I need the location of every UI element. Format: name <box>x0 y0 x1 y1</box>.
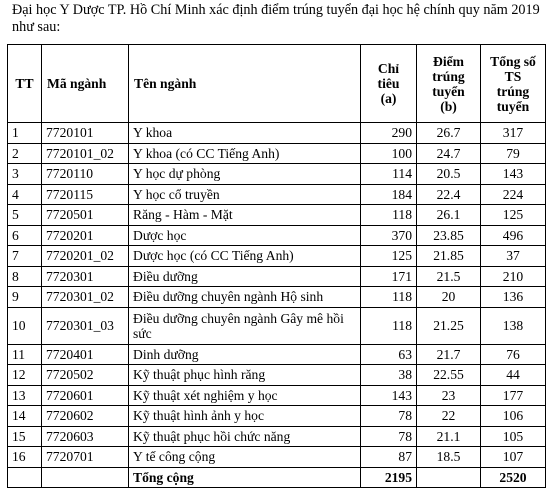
header-score-line: tuyển <box>432 83 465 99</box>
cell-tt: 11 <box>8 344 42 365</box>
header-quota-line: tiêu <box>377 76 400 91</box>
cell-quota: 114 <box>361 164 417 185</box>
cell-tt: 1 <box>8 123 42 144</box>
header-total <box>481 45 546 123</box>
cell-tt: 15 <box>8 426 42 447</box>
table-row <box>8 225 546 246</box>
table-row <box>8 344 546 365</box>
cell-score: 20.5 <box>417 164 481 185</box>
totals-label: Tổng cộng <box>129 467 361 488</box>
header-score-line: Điểm <box>433 53 464 69</box>
cell-name: Điều dưỡng <box>129 266 361 287</box>
cell-total: 76 <box>481 344 546 365</box>
cell-name: Y tế công cộng <box>129 447 361 468</box>
cell-score: 23 <box>417 385 481 406</box>
cell-name: Kỹ thuật phục hình răng <box>129 365 361 386</box>
cell-tt: 8 <box>8 266 42 287</box>
cell-quota: 78 <box>361 426 417 447</box>
cell-tt: 9 <box>8 287 42 308</box>
cell-name: Y học cổ truyền <box>129 184 361 205</box>
cell-total: 105 <box>481 426 546 447</box>
cell-tt: 12 <box>8 365 42 386</box>
cell-name: Y khoa (có CC Tiếng Anh) <box>129 143 361 164</box>
header-score-line: trúng <box>432 68 465 84</box>
cell-score: 26.1 <box>417 205 481 226</box>
cell-name: Điều dưỡng chuyên ngành Gây mê hồi sức <box>129 307 361 344</box>
header-quota-line: (a) <box>380 91 397 106</box>
cell-code: 7720601 <box>42 385 129 406</box>
cell-code: 7720701 <box>42 447 129 468</box>
header-row <box>8 45 546 123</box>
cell-name: Kỹ thuật xét nghiệm y học <box>129 385 361 406</box>
table-row <box>8 266 546 287</box>
header-score <box>417 45 481 123</box>
header-name: Tên ngành <box>129 45 361 123</box>
cell-tt: 4 <box>8 184 42 205</box>
cell-score: 24.7 <box>417 143 481 164</box>
cell-name: Kỹ thuật phục hồi chức năng <box>129 426 361 447</box>
cell-score: 23.85 <box>417 225 481 246</box>
cell-quota: 38 <box>361 365 417 386</box>
cell-score <box>417 467 481 488</box>
cell-name: Kỹ thuật hình ảnh y học <box>129 406 361 427</box>
cell-quota: 78 <box>361 406 417 427</box>
cell-code: 7720201 <box>42 225 129 246</box>
cell-quota: 118 <box>361 287 417 308</box>
cell-code: 7720110 <box>42 164 129 185</box>
table-row <box>8 287 546 308</box>
table-row <box>8 447 546 468</box>
cell-code: 7720501 <box>42 205 129 226</box>
cell-code: 7720401 <box>42 344 129 365</box>
cell-total: 44 <box>481 365 546 386</box>
cell-tt: 13 <box>8 385 42 406</box>
header-code: Mã ngành <box>42 45 129 123</box>
cell-score: 21.25 <box>417 307 481 344</box>
cell-total: 210 <box>481 266 546 287</box>
cell-code: 7720201_02 <box>42 246 129 267</box>
header-total-line: Tổng số <box>490 53 536 69</box>
cell-score: 22.4 <box>417 184 481 205</box>
table-row <box>8 143 546 164</box>
cell-score: 21.7 <box>417 344 481 365</box>
header-total-line: trúng <box>496 83 530 99</box>
cell-total: 143 <box>481 164 546 185</box>
table-row <box>8 406 546 427</box>
cell-name: Điều dưỡng chuyên ngành Hộ sinh <box>129 287 361 308</box>
cell-code: 7720301 <box>42 266 129 287</box>
header-tt: TT <box>8 45 42 123</box>
cell-score: 21.1 <box>417 426 481 447</box>
cell-tt: 6 <box>8 225 42 246</box>
cell-quota: 63 <box>361 344 417 365</box>
cell-name: Dược học <box>129 225 361 246</box>
cell-total: 106 <box>481 406 546 427</box>
cell-total: 107 <box>481 447 546 468</box>
cell-total: 138 <box>481 307 546 344</box>
cell-score: 22.55 <box>417 365 481 386</box>
cell-quota: 118 <box>361 307 417 344</box>
cell-code: 7720602 <box>42 406 129 427</box>
cell-total: 37 <box>481 246 546 267</box>
cell-score: 20 <box>417 287 481 308</box>
admission-scores-table <box>7 44 546 488</box>
cell-quota: 87 <box>361 447 417 468</box>
table-row <box>8 184 546 205</box>
cell-tt: 3 <box>8 164 42 185</box>
cell-quota: 143 <box>361 385 417 406</box>
cell-total: 177 <box>481 385 546 406</box>
cell-quota: 100 <box>361 143 417 164</box>
table-row <box>8 385 546 406</box>
intro-paragraph: Đại học Y Dược TP. Hồ Chí Minh xác định điểm trúng tuyển đại học hệ chính quy năm 2019 như sau: <box>12 2 540 35</box>
totals-total: 2520 <box>481 467 546 488</box>
cell-quota: 171 <box>361 266 417 287</box>
cell-quota: 370 <box>361 225 417 246</box>
cell-tt: 16 <box>8 447 42 468</box>
cell-total: 125 <box>481 205 546 226</box>
cell-score: 22 <box>417 406 481 427</box>
cell-tt: 2 <box>8 143 42 164</box>
cell-name: Y khoa <box>129 123 361 144</box>
cell-code: 7720115 <box>42 184 129 205</box>
cell-quota: 118 <box>361 205 417 226</box>
cell-name: Răng - Hàm - Mặt <box>129 205 361 226</box>
cell-score: 18.5 <box>417 447 481 468</box>
cell-quota: 184 <box>361 184 417 205</box>
cell-score: 21.5 <box>417 266 481 287</box>
cell-total: 136 <box>481 287 546 308</box>
totals-quota: 2195 <box>361 467 417 488</box>
header-total-line: TS <box>504 68 522 84</box>
cell-name: Dinh dưỡng <box>129 344 361 365</box>
cell-code: 7720603 <box>42 426 129 447</box>
cell-tt: 14 <box>8 406 42 427</box>
table-row <box>8 307 546 344</box>
cell-total: 224 <box>481 184 546 205</box>
cell-score: 26.7 <box>417 123 481 144</box>
cell-quota: 125 <box>361 246 417 267</box>
cell-tt: 10 <box>8 307 42 344</box>
cell-code: 7720101 <box>42 123 129 144</box>
cell-total: 317 <box>481 123 546 144</box>
totals-row <box>8 467 546 488</box>
header-quota-line: Chỉ <box>377 61 400 76</box>
cell-total: 79 <box>481 143 546 164</box>
cell-quota: 290 <box>361 123 417 144</box>
cell-tt: 5 <box>8 205 42 226</box>
cell-tt <box>8 467 42 488</box>
cell-code: 7720301_02 <box>42 287 129 308</box>
table-row <box>8 246 546 267</box>
cell-total: 496 <box>481 225 546 246</box>
cell-code: 7720101_02 <box>42 143 129 164</box>
table-row <box>8 365 546 386</box>
cell-tt: 7 <box>8 246 42 267</box>
cell-score: 21.85 <box>417 246 481 267</box>
cell-code: 7720502 <box>42 365 129 386</box>
header-score-line: (b) <box>440 98 457 114</box>
header-quota <box>361 45 417 123</box>
cell-name: Y học dự phòng <box>129 164 361 185</box>
cell-name: Dược học (có CC Tiếng Anh) <box>129 246 361 267</box>
header-total-line: tuyển <box>496 98 530 114</box>
table-row <box>8 205 546 226</box>
cell-code <box>42 467 129 488</box>
table-row <box>8 164 546 185</box>
table-row <box>8 426 546 447</box>
table-row <box>8 123 546 144</box>
cell-code: 7720301_03 <box>42 307 129 344</box>
